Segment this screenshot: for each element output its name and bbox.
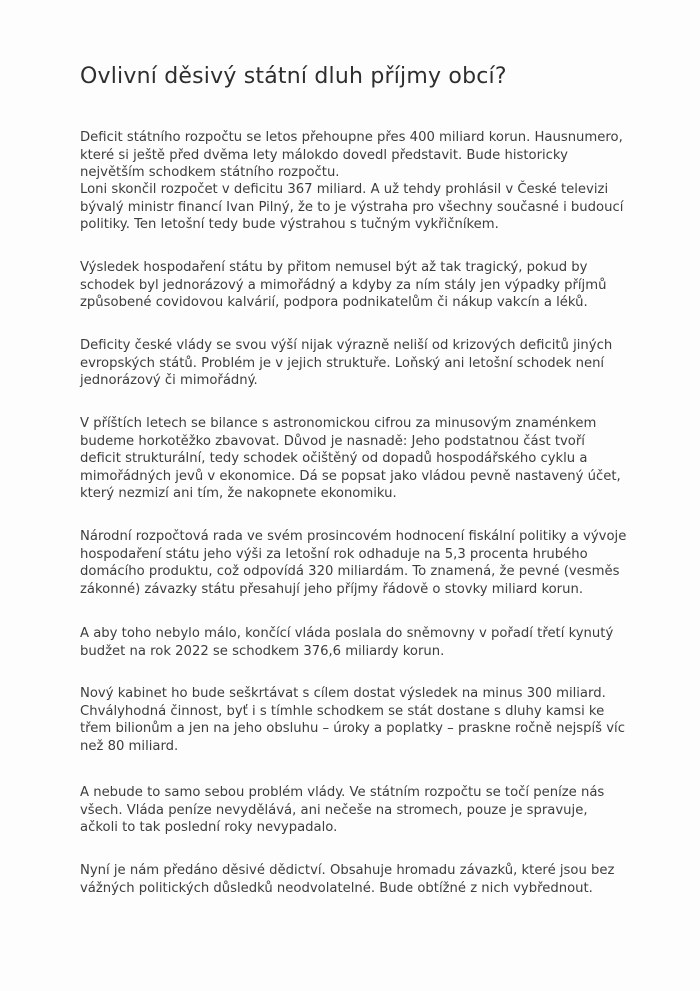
paragraph-5 (80, 415, 640, 503)
paragraph-line: Národní rozpočtová rada ve svém prosincovém hodnocení fiskální politiky a vývoje (80, 529, 627, 544)
paragraph-line: Loni skončil rozpočet v deficitu 367 miliard. A už tehdy prohlásil v České televizi (80, 182, 609, 197)
paragraph-line: který nezmizí ani tím, že nakopnete ekonomiku. (80, 486, 397, 502)
paragraph-line: vážných politických důsledků neodvolatelné. Bude obtížné z nich vybřednout. (80, 880, 593, 896)
paragraph-line: evropských států. Problém je v jejich struktuře. Loňský ani letošní schodek není (80, 355, 605, 371)
paragraph-line: největším schodkem státního rozpočtu. (80, 165, 340, 181)
paragraph-line: mimořádných jevů v ekonomice. Dá se popsat jako vládou pevně nastavený účet, (80, 468, 621, 484)
paragraph-line: všech. Vláda peníze nevydělává, ani nečeše na stromech, pouze je spravuje, (80, 802, 588, 818)
paragraph-line: domácího produktu, což odpovídá 320 miliardám. To znamená, že pevné (vesměs (80, 564, 620, 580)
paragraph-line: A nebude to samo sebou problém vlády. Ve státním rozpočtu se točí peníze nás (80, 785, 605, 800)
paragraph-line: budeme horkotěžko zbavovat. Důvod je nasnadě: Jeho podstatnou část tvoří (80, 433, 585, 449)
paragraph-line: ačkoli to tak poslední roky nevypadalo. (80, 820, 338, 836)
paragraph-10 (80, 862, 640, 897)
paragraph-2 (80, 181, 640, 234)
paragraph-line: jednorázový či mimořádný. (80, 373, 258, 389)
paragraph-line: způsobené covidovou kalvárií, podpora podnikatelům či nákup vakcín a léků. (80, 295, 588, 311)
paragraph-line: Nový kabinet ho bude seškrtávat s cílem dostat výsledek na minus 300 miliard. (80, 686, 606, 701)
paragraph-3 (80, 259, 640, 312)
paragraph-6 (80, 528, 640, 598)
paragraph-line: Deficity české vlády se svou výší nijak výrazně neliší od krizových deficitů jiných (80, 338, 613, 353)
paragraph-line: Výsledek hospodaření státu by přitom nemusel být až tak tragický, pokud by (80, 260, 588, 275)
paragraph-line: Nyní je nám předáno děsivé dědictví. Obsahuje hromadu závazků, které jsou bez (80, 863, 615, 878)
paragraph-line: třem bilionům a jen na jeho obsluhu – úroky a poplatky – praskne ročně nejspíš víc (80, 721, 625, 737)
paragraph-1 (80, 129, 640, 182)
paragraph-line: které si ještě před dvěma lety málokdo dovedl představit. Bude historicky (80, 147, 568, 163)
paragraph-line: než 80 miliard. (80, 738, 179, 754)
paragraph-line: schodek byl jednorázový a mimořádný a kdyby za ním stály jen výpadky příjmů (80, 277, 607, 293)
paragraph-line: V příštích letech se bilance s astronomickou cifrou za minusovým znaménkem (80, 416, 597, 431)
paragraph-9 (80, 784, 640, 837)
paragraph-line: budžet na rok 2022 se schodkem 376,6 miliardy korun. (80, 643, 445, 659)
paragraph-line: Deficit státního rozpočtu se letos přehoupne přes 400 miliard korun. Hausnumero, (80, 130, 623, 145)
paragraph-line: Chvályhodná činnost, byť i s tímhle schodkem se stát dostane s dluhy kamsi ke (80, 703, 605, 719)
paragraph-line: A aby toho nebylo málo, končící vláda poslala do sněmovny v pořadí třetí kynutý (80, 626, 614, 641)
paragraph-line: hospodaření státu jeho výši za letošní rok odhaduje na 5,3 procenta hrubého (80, 546, 588, 562)
paragraph-8 (80, 685, 640, 755)
paragraph-line: politiky. Ten letošní tedy bude výstrahou s tučným vykřičníkem. (80, 217, 499, 233)
paragraph-line: deficit strukturální, tedy schodek očištěný od dopadů hospodářského cyklu a (80, 451, 588, 467)
page-title: Ovlivní děsivý státní dluh příjmy obcí? (80, 64, 507, 89)
paragraph-line: bývalý ministr financí Ivan Pilný, že to je výstraha pro všechny současné i budoucí (80, 199, 624, 215)
paragraph-7 (80, 625, 640, 660)
paragraph-4 (80, 337, 640, 390)
paragraph-line: zákonné) závazky státu přesahují jeho příjmy řádově o stovky miliard korun. (80, 581, 584, 597)
